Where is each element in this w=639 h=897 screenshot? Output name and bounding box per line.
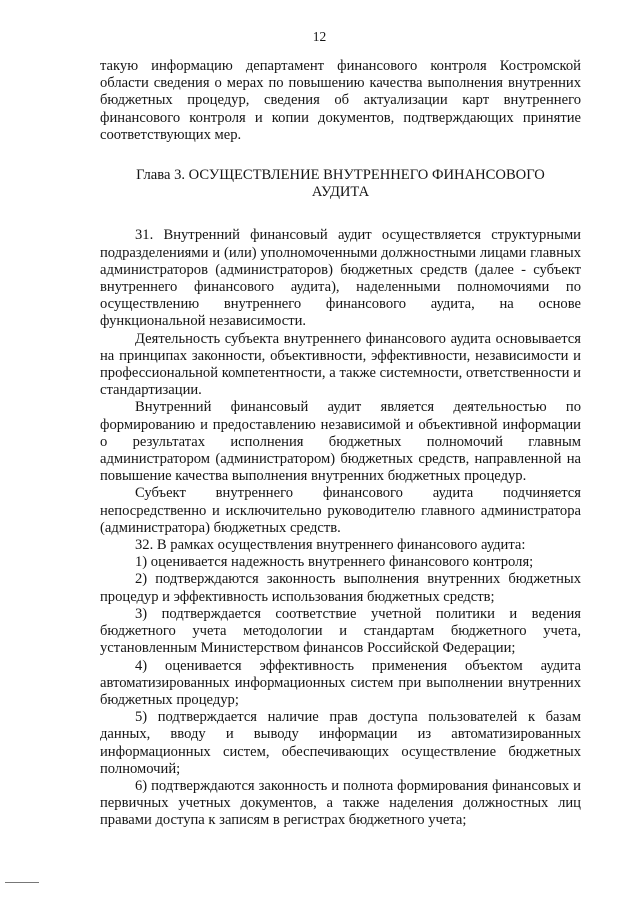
list-item-6: 6) подтверждаются законность и полнота формирования финансовых и первичных учетных документов, а также наделения должностных лиц правами доступа к записям в регистрах бюджетного учета; — [100, 777, 581, 829]
intro-paragraph: такую информацию департамент финансового контроля Костромской области сведения о мерах по повышению качества выполнения внутренних бюджетных процедур, сведения об актуализации карт внутреннего финансового контроля и копии документов, подтверждающих принятие соответствующих мер. — [100, 58, 581, 143]
document-body — [100, 58, 581, 830]
footer-rule — [5, 882, 39, 883]
list-item-4: 4) оценивается эффективность применения объектом аудита автоматизированных информационных систем при выполнении внутренних бюджетных процедур; — [100, 657, 581, 708]
list-item-5: 5) подтверждается наличие прав доступа пользователей к базам данных, вводу и выводу информации из автоматизированных информационных систем, обеспечивающих осуществление бюджетных полномочий; — [100, 709, 581, 777]
list-item-2: 2) подтверждаются законность выполнения внутренних бюджетных процедур и эффективность использования бюджетных средств; — [100, 571, 581, 605]
paragraph-31: 31. Внутренний финансовый аудит осуществляется структурными подразделениями и (или) уполномоченными должностными лицами главных администраторов (администраторов) бюджетных средств (далее - субъект внутреннего финансового аудита), наделенными полномочиями по осуществлению внутреннего финансового аудита, на основе функциональной независимости. — [100, 227, 581, 330]
paragraph-internal-audit: Внутренний финансовый аудит является деятельностью по формированию и предоставлению независимой и объективной информации о результатах исполнения бюджетных полномочий главным администратором (администратором) бюджетных средств, направленной на повышение качества выполнения внутренних бюджетных процедур. — [100, 399, 581, 485]
paragraph-subject: Субъект внутреннего финансового аудита подчиняется непосредственно и исключительно руководителю главного администратора (администратора) бюджетных средств. — [100, 485, 581, 536]
list-item-3: 3) подтверждается соответствие учетной политики и ведения бюджетного учета методологии и стандартам бюджетного учета, установленным Министерством финансов Российской Федерации; — [100, 605, 581, 657]
page-number: 12 — [312, 29, 327, 44]
list-item-1: 1) оценивается надежность внутреннего финансового контроля; — [135, 554, 534, 571]
paragraph-activity: Деятельность субъекта внутреннего финансового аудита основывается на принципах законности, объективности, эффективности, независимости и профессиональной компетентности, а также системности, ответственности и стандартизации. — [100, 330, 581, 399]
chapter-title: Глава 3. ОСУЩЕСТВЛЕНИЕ ВНУТРЕННЕГО ФИНАНСОВОГО АУДИТА — [136, 167, 545, 201]
paragraph-32: 32. В рамках осуществления внутреннего финансового аудита: — [135, 537, 526, 554]
